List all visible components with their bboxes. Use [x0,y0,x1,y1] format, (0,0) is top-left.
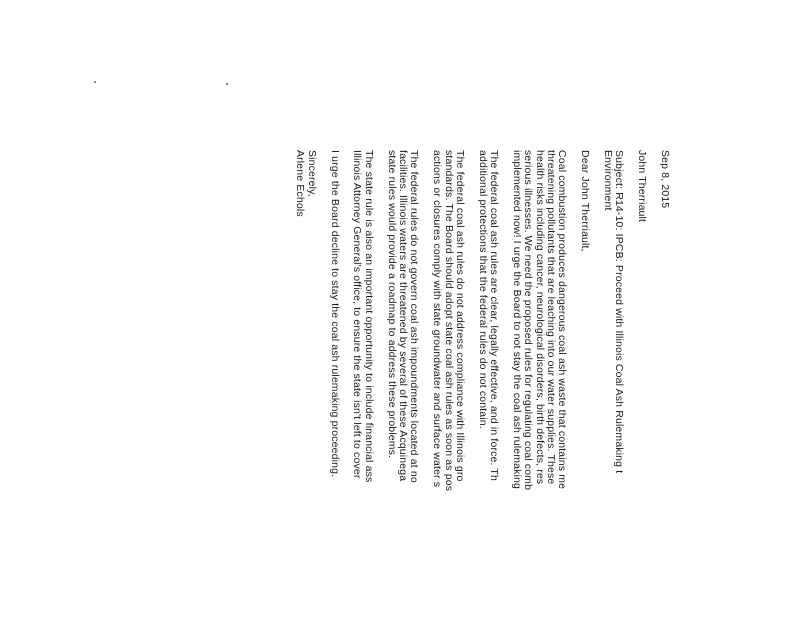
paragraph-line: standards. The Board should adopt state coal ash rules as soon as pos [442,150,455,492]
paragraph-line: health risks including cancer, neurological disorders, birth defects, res [533,150,546,485]
paragraph-line: Illinois Attorney General's office, to ensure the state isn't left to cover [351,150,364,479]
letter-date: Sep 8, 2015 [659,150,671,209]
paragraph-line: additional protections that the federal rules do not contain. [476,150,489,429]
paragraph-6: I urge the Board decline to stay the coal ash rulemaking proceeding. [328,150,341,478]
paragraph-line: The federal coal ash rules are clear, legally effective, and in force. Th [488,150,501,481]
paragraph-line: implemented now! I urge the Board to not stay the coal ash rulemaking [510,150,523,489]
letter-signature: Arlene Echols [294,150,307,217]
paragraph-1 [511,150,568,620]
letter-body [294,150,670,620]
paragraph-line: threatening pollutants that are leaching into our water supplies. These [545,150,558,485]
paragraph-line: The state rule is also an important opportunity to include financial ass [362,150,375,483]
paragraph-line: facilities. Illinois waters are threatened by several of these Acquinega [397,150,410,482]
paragraph-5 [351,150,374,620]
paragraph-line: The federal coal ash rules do not address compliance with Illinois gro [453,150,466,482]
scan-speck [94,81,96,83]
paragraph-line: serious illnesses. We need the proposed rules for regulating coal comb [522,150,535,491]
paragraph-line: state rules would provide a roadmap to address these problems. [385,150,398,459]
paragraph-4 [385,150,419,620]
letter-subject: Subject: R14-10: IPCB: Proceed with Illinois Coal Ash Rulemaking t [613,150,626,474]
paragraph-line: The federal rules do not govern coal ash impoundments located at no [408,150,421,483]
scan-speck [226,83,228,85]
letter-closing: Sincerely, [305,150,318,197]
paragraph-3 [431,150,465,620]
letter-salutation: Dear John Therriault, [579,150,592,252]
paragraph-2 [476,150,499,620]
letter-subject-continued: Environment [602,150,615,211]
paragraph-line: Coal combustion produces dangerous coal ash waste that contains me [556,150,569,490]
letter-recipient: John Therriault [636,150,649,223]
paragraph-line: actions or closures comply with state groundwater and surface water s [431,150,444,488]
